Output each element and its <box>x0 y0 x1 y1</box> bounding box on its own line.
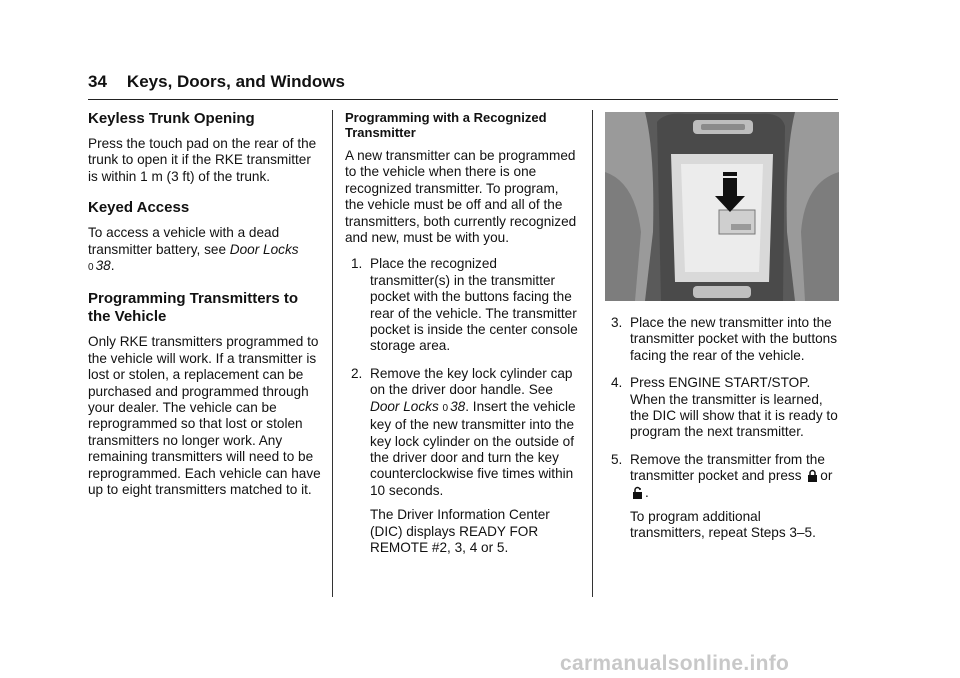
page-ref-icon: 0 <box>88 262 94 274</box>
step-5: 5. Remove the transmitter from the transmitter pocket and press or. To program additional transmitters, repeat Steps 3–5. <box>605 452 839 542</box>
step-2-note: The Driver Information Center (DIC) displays READY FOR REMOTE #2, 3, 4 or 5. <box>370 507 550 555</box>
door-locks-link[interactable]: Door Locks <box>370 398 439 414</box>
steps-list-1 <box>345 256 579 556</box>
step-2: 2. Remove the key lock cylinder cap on the driver door handle. See Door Locks 0 38. Insert the vehicle key of the new transmitter into the key lock cylinder on the outside of the driver door and turn the key counterclockwise five times within 10 seconds. The Driver Information Center (DIC) displays READY FOR REMOTE #2, 3, 4 or 5. <box>345 366 579 556</box>
para-keyless-trunk: Press the touch pad on the rear of the trunk to open it if the RKE transmitter is within 1 m (3 ft) of the trunk. <box>88 136 317 184</box>
door-locks-link[interactable]: Door Locks <box>229 241 299 257</box>
page-ref-icon: 0 <box>442 402 449 414</box>
heading-recognized-transmitter: Programming with a Recognized Transmitter <box>345 110 547 140</box>
steps-list-2 <box>605 315 839 542</box>
console-illustration-svg <box>605 112 839 301</box>
step-3: 3. Place the new transmitter into the transmitter pocket with the buttons facing the rear of the vehicle. <box>611 315 838 363</box>
console-transmitter-pocket-illustration <box>605 112 839 301</box>
unlock-icon <box>632 486 643 499</box>
page-ref-38[interactable]: 38 <box>95 258 111 274</box>
heading-keyless-trunk: Keyless Trunk Opening <box>88 110 255 127</box>
column-1 <box>88 110 322 509</box>
column-divider-2 <box>592 110 593 597</box>
column-2 <box>345 110 579 567</box>
step-1: 1. Place the recognized transmitter(s) in the transmitter pocket with the buttons facing the rear of the vehicle. The transmitter pocket is inside the center console storage area. <box>351 256 578 354</box>
step-4: 4. Press ENGINE START/STOP. When the transmitter is learned, the DIC will show that it is ready to program the next transmitter. <box>611 375 838 440</box>
header-rule <box>88 99 838 100</box>
heading-programming-transmitters: Programming Transmitters to the Vehicle <box>88 290 299 326</box>
watermark: carmanualsonline.info <box>560 652 790 675</box>
step-5-note: To program additional transmitters, repeat Steps 3–5. <box>630 509 816 541</box>
column-divider-1 <box>332 110 333 597</box>
page-header <box>88 72 345 92</box>
page-ref-38[interactable]: 38 <box>450 398 466 414</box>
para-recognized-intro: A new transmitter can be programmed to the vehicle when there is one recognized transmitter. To program, the vehicle must be off and all of the transmitters, both currently recognized and new, must be with you. <box>345 148 577 246</box>
page-title: Keys, Doors, and Windows <box>126 72 345 91</box>
para-keyed-access: To access a vehicle with a dead transmitter battery, see Door Locks 0 38. <box>88 225 322 276</box>
para-programming-transmitters: Only RKE transmitters programmed to the vehicle will work. If a transmitter is lost or stolen, a replacement can be purchased and programmed through your dealer. The vehicle can be reprogrammed so that lost or stolen transmitters no longer work. Any remaining transmitters will need to be reprogrammed. Each vehicle can have up to eight transmitters matched to it. <box>88 334 321 498</box>
column-3 <box>605 112 839 553</box>
lock-icon <box>807 469 818 482</box>
heading-keyed-access: Keyed Access <box>88 199 190 217</box>
page-number: 34 <box>88 72 107 91</box>
